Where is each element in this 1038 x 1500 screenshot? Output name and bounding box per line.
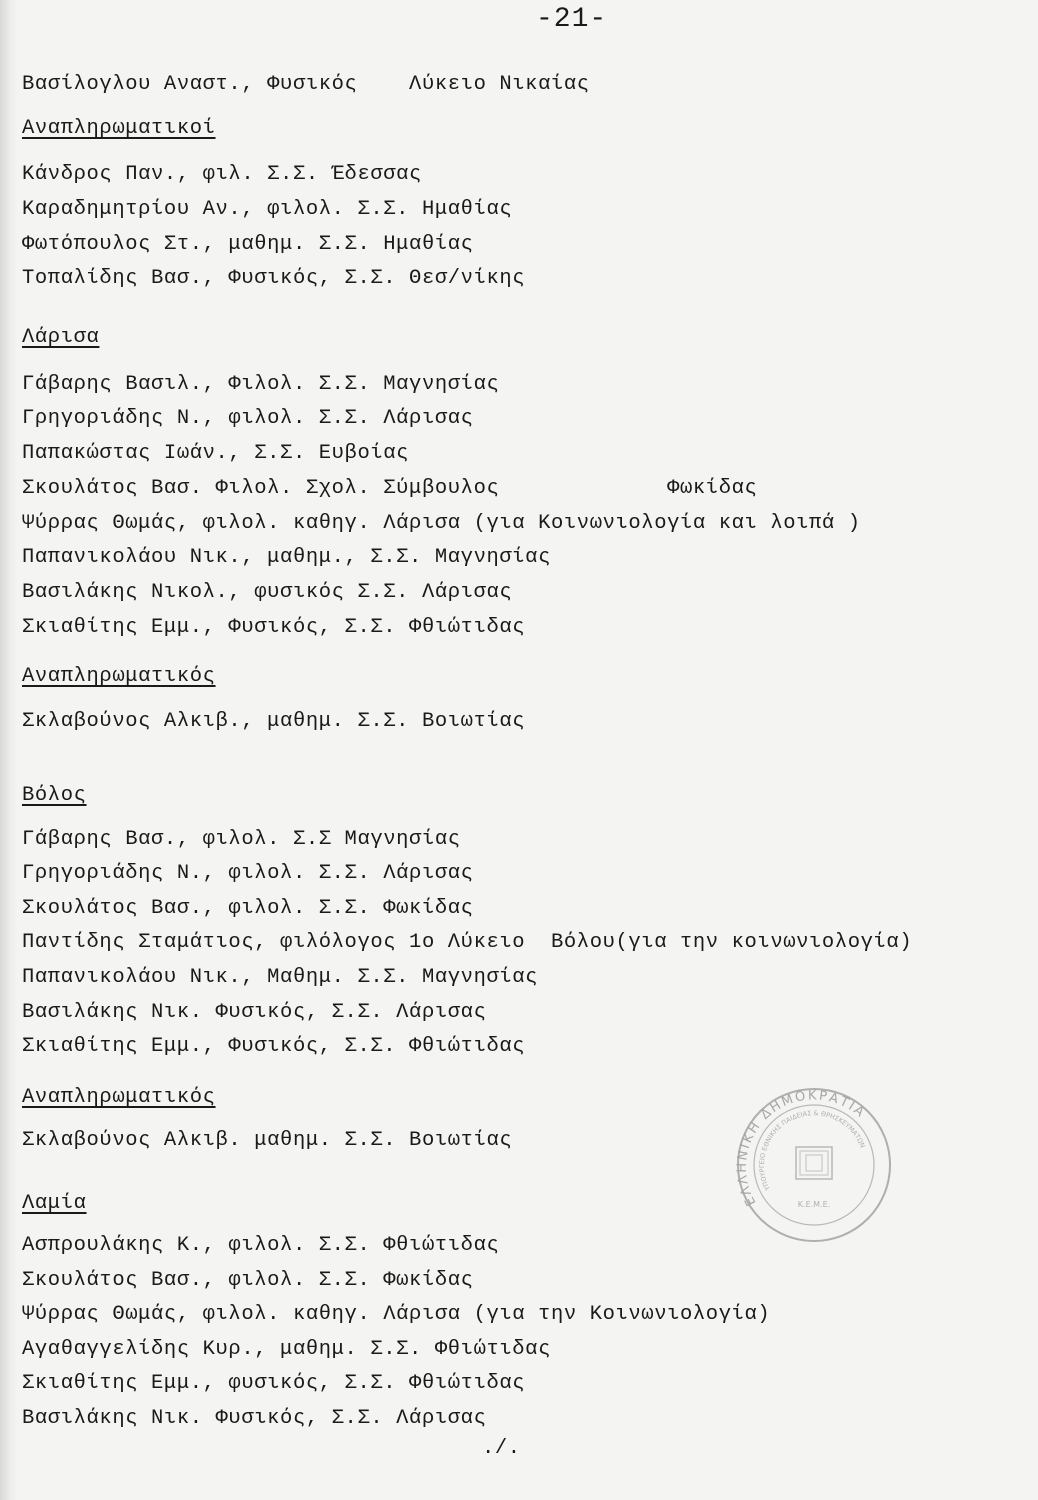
entry-line: Σκλαβούνος Αλκιβ., μαθημ. Σ.Σ. Βοιωτίας [22, 710, 526, 733]
entry-line: Σκουλάτος Βασ. Φιλολ. Σχολ. Σύμβουλος Φωκίδας [22, 477, 758, 500]
section-heading-alternate: Αναπληρωματικός [22, 1086, 216, 1109]
section-heading-alternate: Αναπληρωματικός [22, 665, 216, 688]
continuation-mark: ./. [482, 1437, 521, 1460]
entry-line: Γάβαρης Βασιλ., Φιλολ. Σ.Σ. Μαγνησίας [22, 373, 500, 396]
section-heading-larisa: Λάρισα [22, 326, 100, 349]
page-edge-shadow [0, 0, 18, 1500]
official-seal-stamp [734, 1085, 894, 1245]
entry-line: Κάνδρος Παν., φιλ. Σ.Σ. Έδεσσας [22, 163, 422, 186]
section-heading-alternates: Αναπληρωματικοί [22, 117, 216, 140]
entry-line: Σκουλάτος Βασ., φιλολ. Σ.Σ. Φωκίδας [22, 897, 474, 920]
section-heading-volos: Βόλος [22, 784, 87, 807]
entry-line: Γρηγοριάδης Ν., φιλολ. Σ.Σ. Λάρισας [22, 862, 474, 885]
entry-line: Αγαθαγγελίδης Κυρ., μαθημ. Σ.Σ. Φθιώτιδας [22, 1338, 551, 1361]
entry-line: Φωτόπουλος Στ., μαθημ. Σ.Σ. Ημαθίας [22, 233, 474, 256]
entry-line: Σκιαθίτης Εμμ., φυσικός, Σ.Σ. Φθιώτιδας [22, 1372, 526, 1395]
entry-line: Βασιλάκης Νικ. Φυσικός, Σ.Σ. Λάρισας [22, 1407, 487, 1430]
stamp-bottom-text: Κ.Ε.Μ.Ε. [797, 1200, 831, 1209]
entry-line: Ψύρρας Θωμάς, φιλολ. καθηγ. Λάρισα (για Κοινωνιολογία και λοιπά ) [22, 512, 861, 535]
entry-line: Βασιλάκης Νικολ., φυσικός Σ.Σ. Λάρισας [22, 581, 513, 604]
entry-line: Ψύρρας Θωμάς, φιλολ. καθηγ. Λάρισα (για την Κοινωνιολογία) [22, 1303, 771, 1326]
page-number: -21- [536, 4, 608, 35]
entry-line: Σκιαθίτης Εμμ., Φυσικός, Σ.Σ. Φθιώτιδας [22, 616, 526, 639]
entry-line: Τοπαλίδης Βασ., Φυσικός, Σ.Σ. Θεσ/νίκης [22, 267, 526, 290]
stamp-outer-text: ΕΛΛΗΝΙΚΗ ΔΗΜΟΚΡΑΤΙΑ [734, 1088, 869, 1209]
entry-line: Βασιλάκης Νικ. Φυσικός, Σ.Σ. Λάρισας [22, 1001, 487, 1024]
stamp-inner-text: ΥΠΟΥΡΓΕΙΟ ΕΘΝΙΚΗΣ ΠΑΙΔΕΙΑΣ & ΘΡΗΣΚΕΥΜΑΤΩΝ [757, 1109, 867, 1192]
entry-line: Παντίδης Σταμάτιος, φιλόλογος 1ο Λύκειο Βόλου(για την κοινωνιολογία) [22, 931, 913, 954]
entry-line: Σκλαβούνος Αλκιβ. μαθημ. Σ.Σ. Βοιωτίας [22, 1129, 513, 1152]
section-heading-lamia: Λαμία [22, 1192, 87, 1215]
entry-line: Παπανικολάου Νικ., Μαθημ. Σ.Σ. Μαγνησίας [22, 966, 539, 989]
entry-line: Σκουλάτος Βασ., φιλολ. Σ.Σ. Φωκίδας [22, 1269, 474, 1292]
entry-line: Ασπρουλάκης Κ., φιλολ. Σ.Σ. Φθιώτιδας [22, 1234, 500, 1257]
entry-line: Παπανικολάου Νικ., μαθημ., Σ.Σ. Μαγνησίας [22, 546, 551, 569]
entry-line: Βασίλογλου Αναστ., Φυσικός Λύκειο Νικαίας [22, 73, 590, 96]
entry-line: Γρηγοριάδης Ν., φιλολ. Σ.Σ. Λάρισας [22, 407, 474, 430]
entry-line: Γάβαρης Βασ., φιλολ. Σ.Σ Μαγνησίας [22, 828, 461, 851]
entry-line: Καραδημητρίου Αν., φιλολ. Σ.Σ. Ημαθίας [22, 198, 513, 221]
entry-line: Σκιαθίτης Εμμ., Φυσικός, Σ.Σ. Φθιώτιδας [22, 1035, 526, 1058]
entry-line: Παπακώστας Ιωάν., Σ.Σ. Ευβοίας [22, 442, 410, 465]
